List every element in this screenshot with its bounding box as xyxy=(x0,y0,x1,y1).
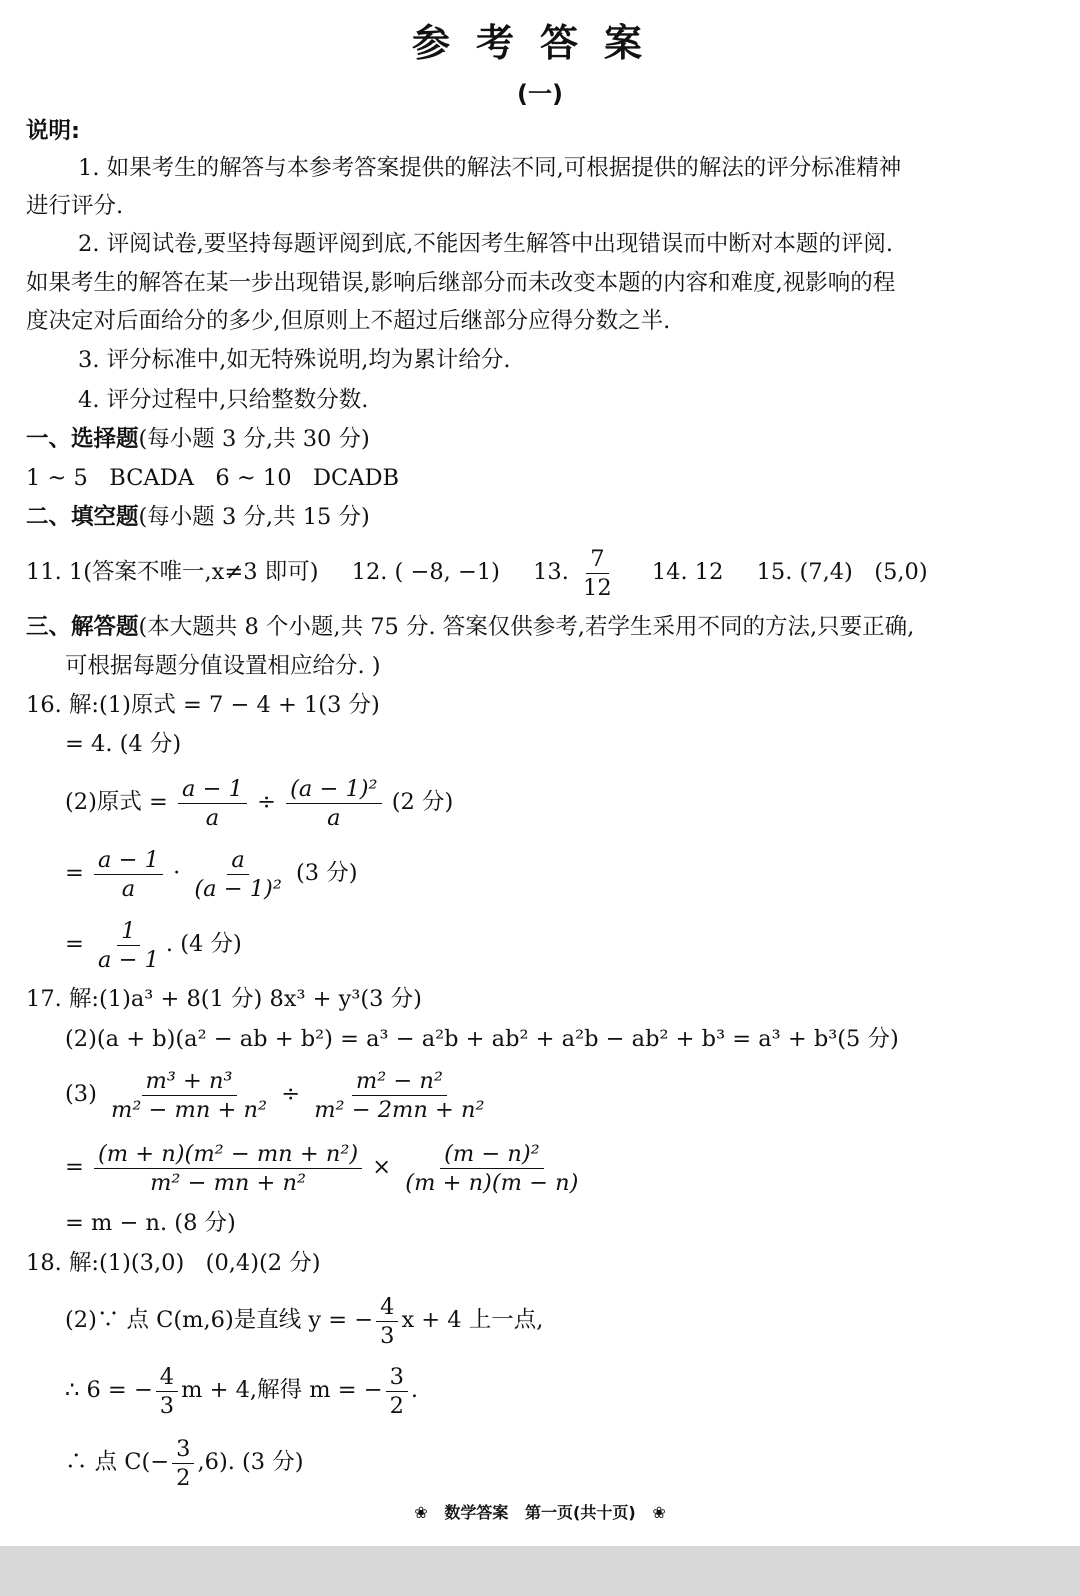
instruction-2b: 如果考生的解答在某一步出现错误,影响后继部分而未改变本题的内容和难度,视影响的程 xyxy=(26,270,896,296)
q17-line-1: 17. 解:(1)a³ + 8(1 分) 8x³ + y³(3 分) xyxy=(26,986,422,1012)
fraction-denominator: m² − mn + n² xyxy=(150,1169,307,1196)
q17-fraction-3 xyxy=(94,1140,362,1197)
page-title: 参考答案 xyxy=(411,21,668,65)
section-3-heading: 三、解答题 xyxy=(26,614,139,640)
instruction-4: 4. 评分过程中,只给整数分数. xyxy=(78,387,369,413)
q17-line-3 xyxy=(65,1064,1054,1124)
fraction-denominator: 3 xyxy=(380,1322,395,1349)
fraction-numerator: 4 xyxy=(156,1363,178,1392)
fraction-denominator: (m + n)(m − n) xyxy=(405,1169,579,1196)
fraction-denominator: m² − 2mn + n² xyxy=(314,1096,485,1123)
q16-line-1: 16. 解:(1)原式 = 7 − 4 + 1(3 分) xyxy=(26,692,380,718)
fraction-numerator: (m + n)(m² − mn + n²) xyxy=(94,1140,362,1169)
q18-line-1: 18. 解:(1)(3,0) (0,4)(2 分) xyxy=(26,1250,321,1276)
fraction-numerator: a − 1 xyxy=(94,846,163,875)
fraction-numerator: 7 xyxy=(586,545,608,574)
section-2-answers xyxy=(26,544,1054,602)
q18-fraction-3 xyxy=(386,1363,408,1420)
q16-line-3-score: (2 分) xyxy=(391,789,454,815)
section-2-heading: 二、填空题 xyxy=(26,504,139,530)
q17-line-4 xyxy=(65,1137,1054,1197)
answer-15: 15. (7,4) (5,0) xyxy=(756,559,928,585)
q18-line-3-b: m + 4,解得 m = − xyxy=(181,1377,383,1403)
answer-13-fraction xyxy=(579,545,616,602)
equals-sign: = xyxy=(65,860,84,886)
divide-operator: ÷ xyxy=(281,1081,301,1107)
q17-line-2: (2)(a + b)(a² − ab + b²) = a³ − a²b + ab² + a²b − ab² + b³ = a³ + b³(5 分) xyxy=(65,1026,899,1052)
q18-line-3 xyxy=(65,1360,1054,1420)
fraction-denominator: (a − 1)² xyxy=(194,875,282,902)
q18-fraction-2 xyxy=(156,1363,178,1420)
q18-line-4 xyxy=(65,1432,1054,1492)
q16-line-4-score: (3 分) xyxy=(296,860,358,886)
fraction-denominator: a xyxy=(205,804,220,831)
q18-line-2-b: x + 4 上一点, xyxy=(401,1307,544,1333)
section-3-header xyxy=(26,612,1054,642)
instruction-2c: 度决定对后面给分的多少,但原则上不超过后继部分应得分数之半. xyxy=(26,308,671,334)
answer-11: 11. 1(答案不唯一,x≠3 即可) xyxy=(26,559,319,585)
section-1-header xyxy=(26,424,1054,454)
instruction-3: 3. 评分标准中,如无特殊说明,均为累计给分. xyxy=(78,347,511,373)
fraction-numerator: m² − n² xyxy=(352,1067,447,1096)
q18-fraction-1 xyxy=(376,1293,398,1350)
divide-operator: ÷ xyxy=(257,789,276,815)
fraction-numerator: 1 xyxy=(117,917,139,946)
fraction-denominator: a xyxy=(121,875,136,902)
equals-sign: = xyxy=(65,1154,84,1180)
fraction-denominator: a xyxy=(327,804,341,831)
section-1-answers: 1 ~ 5 BCADA 6 ~ 10 DCADB xyxy=(26,465,400,491)
q17-fraction-4 xyxy=(401,1140,582,1197)
fraction-denominator: 12 xyxy=(583,574,612,601)
q18-fraction-4 xyxy=(172,1435,194,1492)
times-operator: × xyxy=(372,1154,392,1180)
section-2-note: (每小题 3 分,共 15 分) xyxy=(138,504,370,530)
fraction-denominator: 2 xyxy=(389,1392,404,1419)
fraction-numerator: (a − 1)² xyxy=(286,775,381,804)
q18-line-2-a: (2)∵ 点 C(m,6)是直线 y = − xyxy=(65,1307,374,1333)
equals-sign: = xyxy=(65,931,84,957)
fraction-denominator: a − 1 xyxy=(98,946,159,973)
answer-13-label: 13. xyxy=(533,559,569,585)
fraction-numerator: 4 xyxy=(376,1293,398,1322)
section-1-note: (每小题 3 分,共 30 分) xyxy=(138,426,370,452)
page-footer: ❀ 数学答案 第一页(共十页) ❀ xyxy=(414,1503,666,1522)
fraction-numerator: a xyxy=(227,846,248,875)
page-subtitle: (一) xyxy=(517,80,563,108)
q16-part-2-label: (2)原式 = xyxy=(65,789,168,815)
section-3-note-b: 可根据每题分值设置相应给分. ) xyxy=(65,653,381,679)
q16-fraction-4 xyxy=(190,846,285,903)
q16-fraction-2 xyxy=(286,775,381,832)
fraction-numerator: a − 1 xyxy=(178,775,247,804)
q18-line-3-a: ∴ 6 = − xyxy=(65,1377,153,1403)
fraction-denominator: 3 xyxy=(159,1392,175,1419)
answer-14: 14. 12 xyxy=(651,559,724,585)
q16-fraction-3 xyxy=(94,846,163,903)
answer-12: 12. ( −8, −1) xyxy=(351,559,500,585)
fraction-numerator: 3 xyxy=(386,1363,408,1392)
section-1-heading: 一、选择题 xyxy=(26,426,139,452)
q18-line-2 xyxy=(65,1290,1054,1350)
instruction-1a: 1. 如果考生的解答与本参考答案提供的解法不同,可根据提供的解法的评分标准精神 xyxy=(78,155,902,181)
fraction-numerator: 3 xyxy=(172,1435,194,1464)
q18-line-3-c: . xyxy=(410,1377,419,1403)
q16-fraction-1 xyxy=(178,775,247,832)
q16-line-5 xyxy=(65,914,1054,974)
q17-fraction-2 xyxy=(310,1067,488,1124)
bottom-bar xyxy=(0,1546,1080,1596)
q16-line-4 xyxy=(65,843,1054,903)
q17-part-3-label: (3) xyxy=(65,1081,97,1107)
q17-fraction-1 xyxy=(107,1067,271,1124)
instructions-heading: 说明: xyxy=(26,118,80,144)
instruction-2a: 2. 评阅试卷,要坚持每题评阅到底,不能因考生解答中出现错误而中断对本题的评阅. xyxy=(78,231,894,257)
fraction-denominator: m² − mn + n² xyxy=(111,1096,268,1123)
q17-line-5: = m − n. (8 分) xyxy=(65,1210,236,1236)
q18-line-4-a: ∴ 点 C(− xyxy=(65,1449,170,1475)
q16-fraction-5 xyxy=(94,917,163,974)
q16-line-2: = 4. (4 分) xyxy=(65,731,182,757)
instruction-1b: 进行评分. xyxy=(26,193,124,219)
q18-line-4-b: ,6). (3 分) xyxy=(197,1449,304,1475)
fraction-denominator: 2 xyxy=(176,1464,191,1491)
dot-operator: · xyxy=(173,860,181,886)
fraction-numerator: m³ + n³ xyxy=(142,1067,237,1096)
q16-line-5-score: . (4 分) xyxy=(165,931,242,957)
section-3-note-a: (本大题共 8 个小题,共 75 分. 答案仅供参考,若学生采用不同的方法,只要正确, xyxy=(138,614,915,640)
section-2-header xyxy=(26,502,1054,532)
q16-line-3 xyxy=(65,772,1054,832)
fraction-numerator: (m − n)² xyxy=(440,1140,544,1169)
